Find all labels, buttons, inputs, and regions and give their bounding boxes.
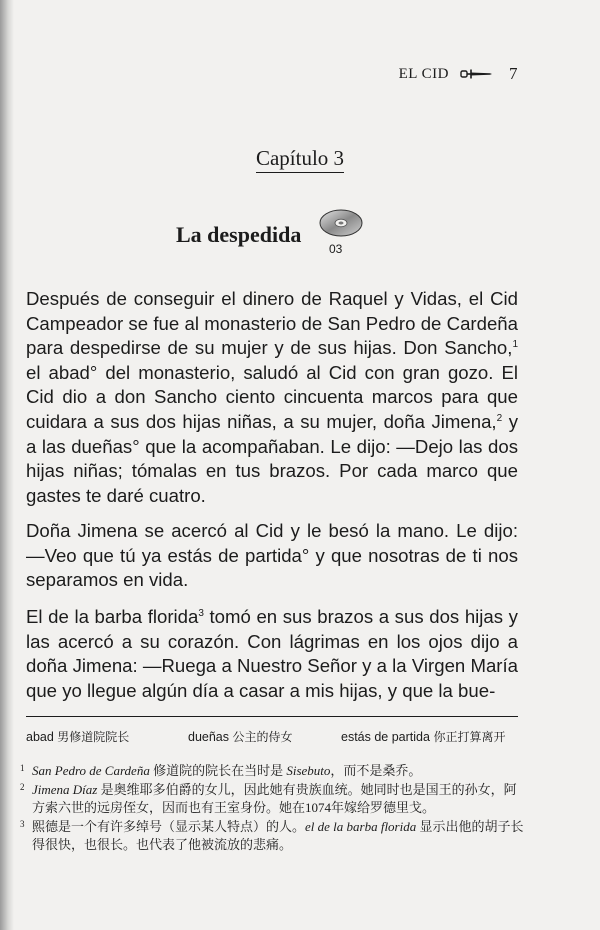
footnote-italic: el de la barba florida — [305, 818, 417, 834]
page-edge-shadow — [0, 0, 14, 930]
footnote-number: 2 — [20, 781, 25, 792]
footnote-text — [32, 762, 525, 781]
footnote-italic: Sisebuto — [286, 763, 331, 778]
footnote-text — [32, 818, 525, 855]
audio-cd-icon — [318, 208, 364, 238]
glossary — [26, 728, 526, 748]
paragraph-2: Doña Jimena se acercó al Cid y le besó la mano. Le dijo: —Veo que tú ya estás de partida° y que nosotras de ti nos separamos en vida. — [26, 520, 518, 591]
section-title: La despedida — [176, 222, 302, 247]
paragraph-1 — [26, 287, 518, 508]
glossary-item — [188, 728, 293, 745]
footnotes — [20, 762, 525, 855]
chapter-label: Capítulo 3 — [256, 146, 344, 173]
paragraph-1-part-c: y a las dueñas° que la acompañaban. Le dijo: —Dejo las dos hijas niñas; tómalas en tus brazos. Por cada marco que gastes te daré cuatro. — [26, 410, 518, 506]
glossary-term: estás de partida — [341, 730, 430, 744]
footnote-number: 3 — [20, 818, 25, 829]
glossary-term: dueñas — [188, 730, 230, 744]
footnote-divider — [26, 716, 518, 717]
footnote-text-body: 熙德是一个有许多绰号（显示某人特点）的人。 — [32, 818, 306, 834]
running-header — [399, 62, 518, 86]
paragraph-1-part-b: el abad° del monasterio, saludó al Cid con gran gozo. El Cid dio a don Sancho ciento cincuenta marcos para que cuidara a sus dos hijas niñas, a su mujer, doña Jimena, — [26, 361, 518, 432]
glossary-item — [26, 728, 129, 745]
footnote-ref-1: 1 — [512, 339, 518, 350]
glossary-translation: 男修道院院长 — [57, 730, 130, 744]
footnote-text-mid: 修道院的院长在当时是 — [149, 763, 287, 778]
page-number: 7 — [509, 64, 518, 83]
footnote-text-end: ，而不是桑乔。 — [330, 763, 422, 778]
footnote-1 — [20, 762, 525, 781]
paragraph-1-part-a: Después de conseguir el dinero de Raquel y Vidas, el Cid Campeador se fue al monasterio de San Pedro de Cardeña para despedirse de su mujer y de sus hijas. Don Sancho, — [26, 288, 518, 359]
glossary-translation: 你正打算离开 — [433, 730, 506, 744]
glossary-item — [341, 728, 505, 745]
paragraph-3 — [26, 605, 518, 703]
footnote-ref-3: 3 — [198, 607, 204, 619]
footnote-italic: San Pedro de Cardeña — [32, 763, 150, 778]
audio-track-number: 03 — [329, 242, 343, 256]
footnote-ref-2: 2 — [496, 412, 503, 424]
sword-icon — [459, 68, 493, 80]
footnote-3 — [20, 818, 525, 855]
footnote-text-end: 显示出他的胡子长得很快，也很长。也代表了他被流放的悲痛。 — [32, 818, 524, 852]
footnote-2 — [20, 781, 525, 818]
paragraph-3-part-a: El de la barba florida — [26, 606, 199, 627]
book-title: EL CID — [398, 65, 449, 82]
chapter-heading — [0, 146, 600, 171]
footnote-text — [32, 781, 525, 818]
glossary-term: abad — [26, 730, 54, 744]
footnote-text-body: 是奥维耶多伯爵的女儿，因此她有贵族血统。她同时也是国王的孙女，阿方索六世的远房侄女，因而也有王室身份。她在1074年嫁给罗德里戈。 — [32, 781, 517, 815]
glossary-translation: 公主的侍女 — [232, 730, 293, 744]
paragraph-3-part-b: tomó en sus brazos a sus dos hijas y las acercó a su corazón. Con lágrimas en los ojos dijo a doña Jimena: —Ruega a Nuestro Señor y a la Virgen María que yo llegue algún día a casar a mis hijas, y que la bue- — [26, 606, 518, 701]
footnote-number: 1 — [20, 763, 25, 773]
footnote-italic: Jimena Díaz — [32, 781, 98, 797]
